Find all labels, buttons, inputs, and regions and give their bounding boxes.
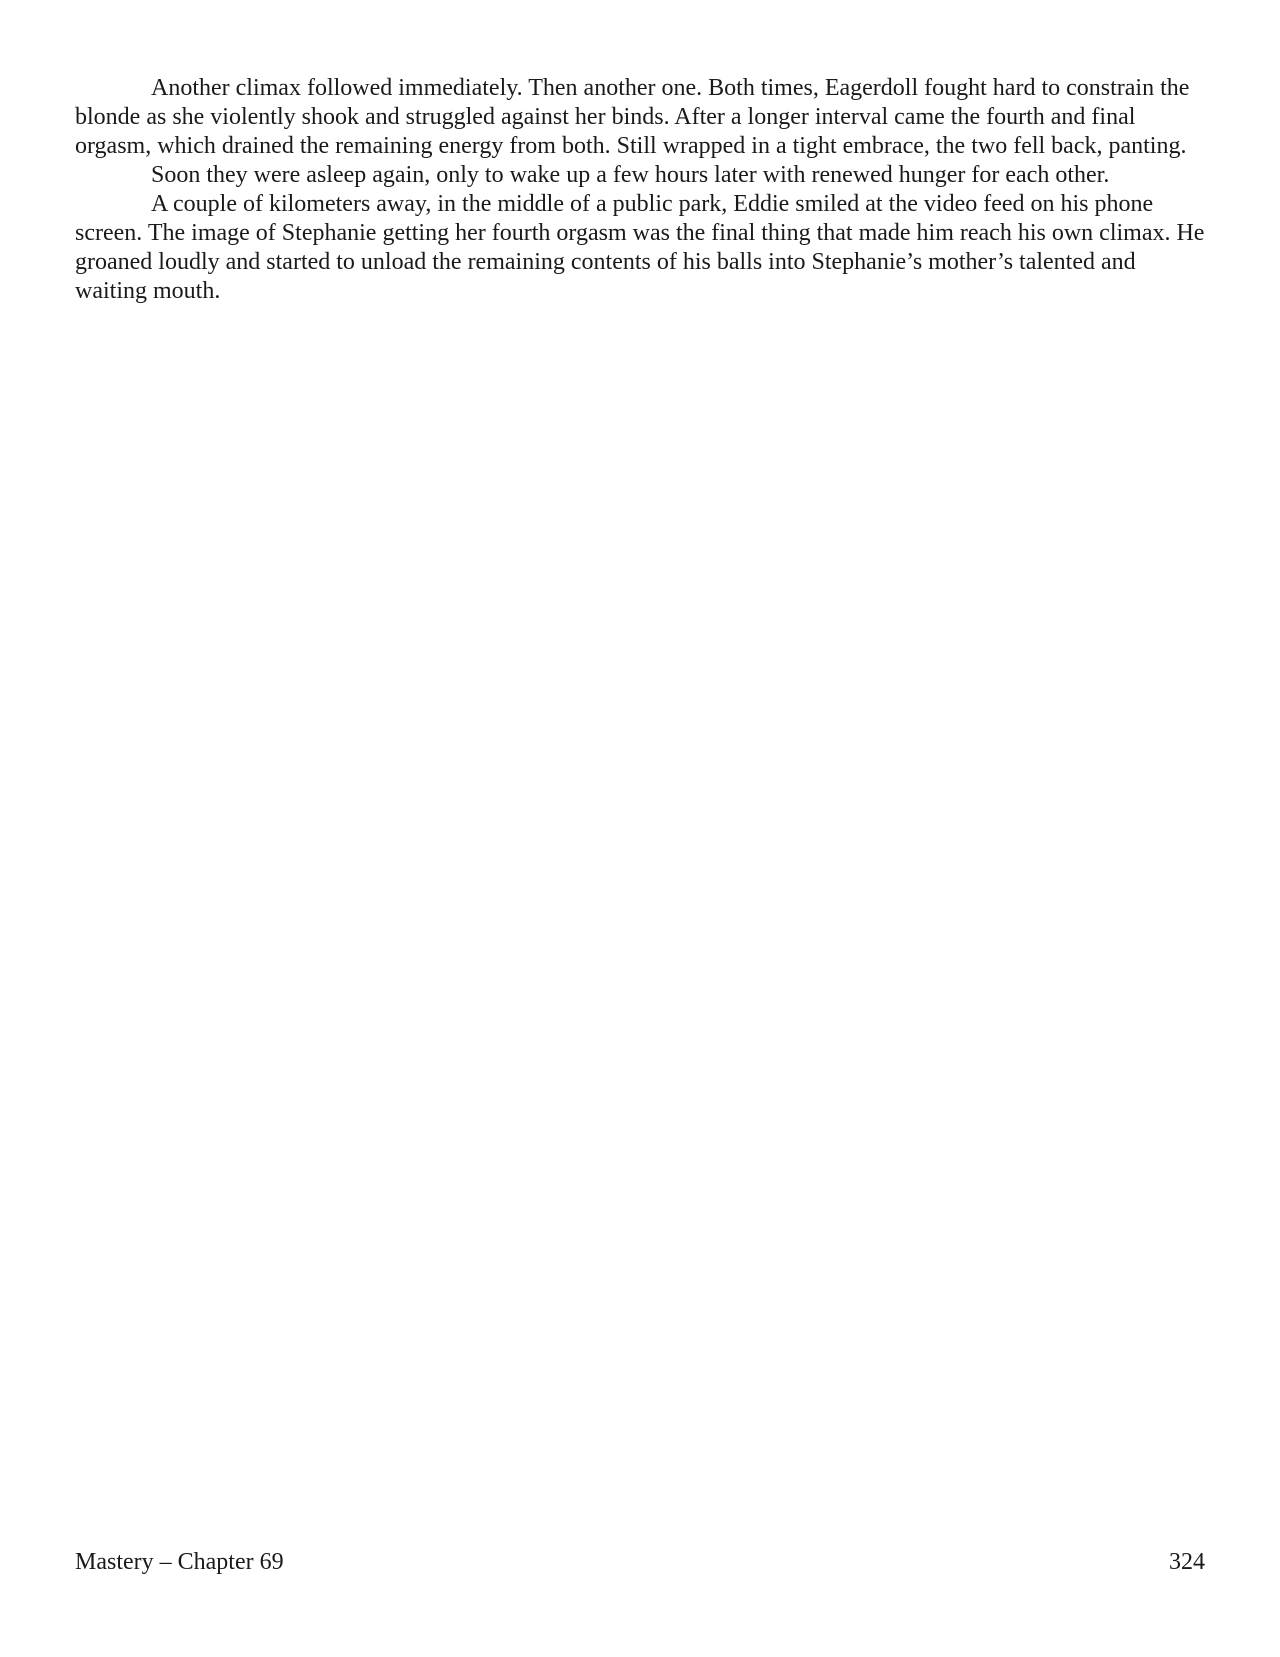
footer-page-number: 324 bbox=[1169, 1549, 1205, 1575]
paragraph-3: A couple of kilometers away, in the middle of a public park, Eddie smiled at the video feed on his phone screen. The image of Stephanie getting her fourth orgasm was the final thing that made him reach his own climax. He groaned loudly and started to unload the remaining contents of his balls into Stephanie’s mother’s talented and waiting mouth. bbox=[75, 191, 1205, 304]
page-footer bbox=[75, 1548, 1205, 1577]
paragraph-2: Soon they were asleep again, only to wake up a few hours later with renewed hunger for each other. bbox=[151, 162, 1110, 188]
paragraph-1: Another climax followed immediately. Then another one. Both times, Eagerdoll fought hard to constrain the blonde as she violently shook and struggled against her binds. After a longer interval came the fourth and final orgasm, which drained the remaining energy from both. Still wrapped in a tight embrace, the two fell back, panting. bbox=[75, 75, 1190, 159]
footer-chapter-title: Mastery – Chapter 69 bbox=[75, 1549, 284, 1575]
page-body bbox=[75, 74, 1205, 306]
